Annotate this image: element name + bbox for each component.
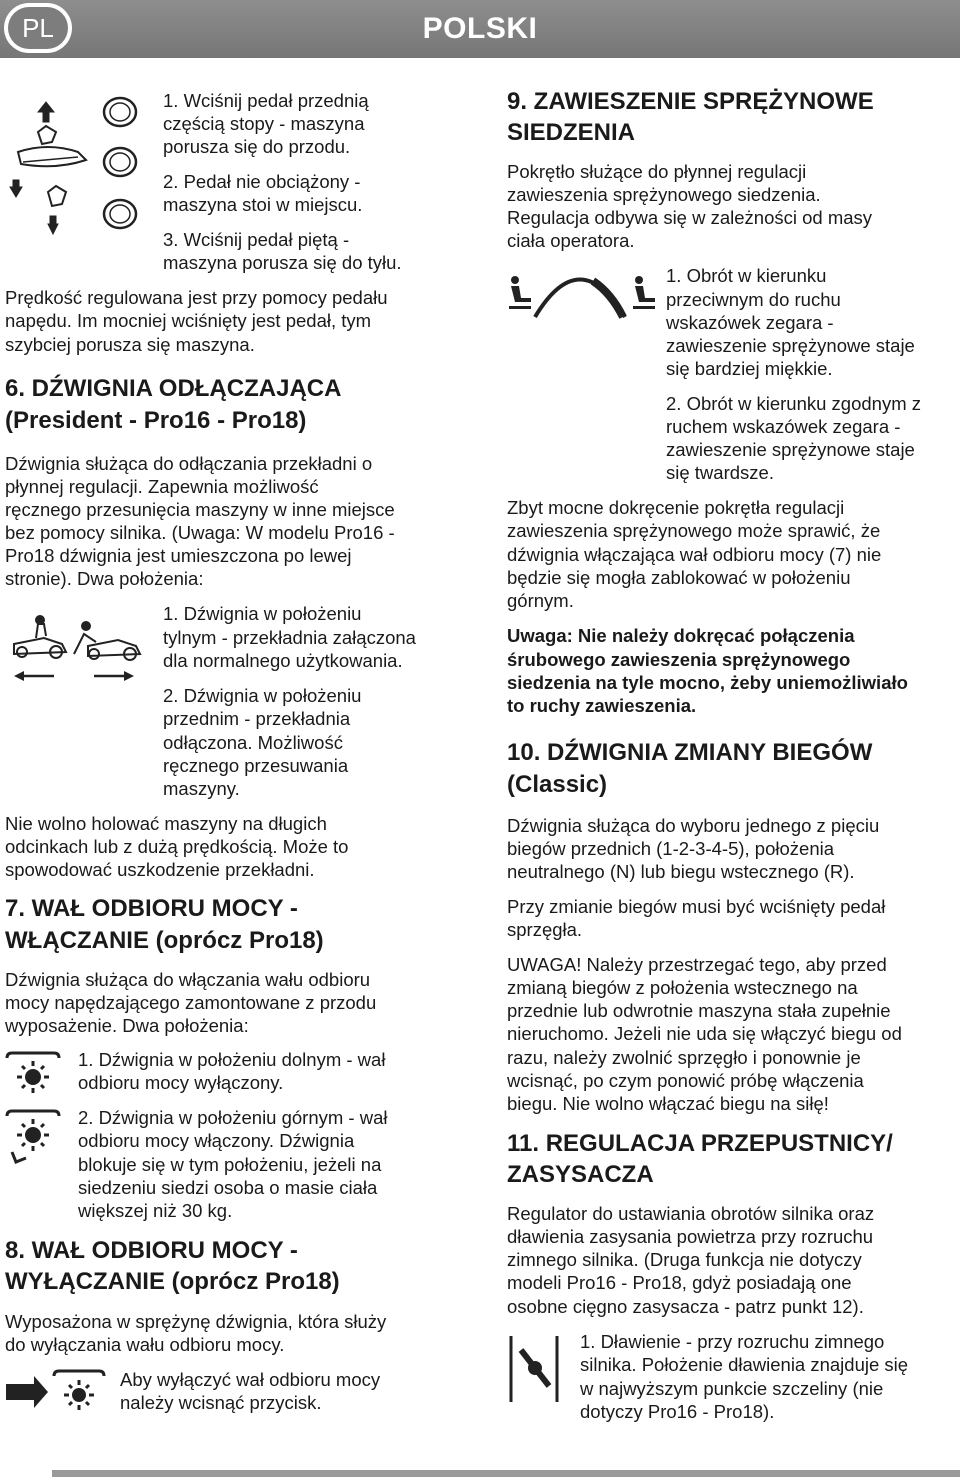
pedal-step-1b: częścią stopy - maszyna [163,113,365,134]
section-11-title-1: 11. REGULACJA PRZEPUSTNICY/ [507,1130,893,1157]
tractor-icons [8,606,153,686]
s6-para-3: ręcznego przesunięcia maszyny w inne miejsce [5,499,395,520]
speed-text-1: Prędkość regulowana jest przy pomocy pedału [5,287,388,308]
section-11-title-2: ZASYSACZA [507,1161,654,1188]
pto-press-icon-wrap [4,1368,108,1418]
s11-item-1b: silnika. Położenie dławienia znajduje się [580,1354,909,1375]
s11-item-1c: w najwyższym punkcie szczeliny (nie [580,1378,884,1399]
s8-note-1: Aby wyłączyć wał odbioru mocy [120,1369,381,1390]
s9-bold-3: siedzenia na tyle mocno, żeby uniemożliwiało [507,672,908,693]
s10-warn-6: wcisnąć, po czym ponowić próbę włączenia [507,1070,864,1091]
s9-para-1: Pokrętło służące do płynnej regulacji [507,161,807,182]
pto-off-icon [4,1050,62,1098]
s9-para-4: ciała operatora. [507,230,635,251]
s11-item-1d: dotyczy Pro16 - Pro18). [580,1401,775,1422]
s9-item-2a: 2. Obrót w kierunku zgodnym z [666,393,921,414]
s7-para-3: wyposażenie. Dwa położenia: [5,1015,249,1036]
page-header [0,0,960,58]
s10-warn-1: UWAGA! Należy przestrzegać tego, aby przed [507,954,887,975]
pedal-icons [8,92,158,242]
s9-item-1e: się bardziej miękkie. [666,358,833,379]
s8-para-1: Wyposażona w sprężynę dźwignia, która służy [5,1311,387,1332]
s11-item-1a: 1. Dławienie - przy rozruchu zimnego [580,1331,885,1352]
s6-item-2d: ręcznego przesuwania [163,755,349,776]
choke-icon-wrap [507,1330,567,1410]
tow-warning-1: Nie wolno holować maszyny na długich [5,813,327,834]
s7-item-2b: odbioru mocy włączony. Dźwignia [78,1130,355,1151]
s9-para-2: zawieszenia sprężynowego siedzenia. [507,184,821,205]
s8-note-2: należy wcisnąć przycisk. [120,1392,322,1413]
s9-warn-2: zawieszenia sprężynowego może sprawić, że [507,520,881,541]
s9-item-2c: zawieszenie sprężynowe staje [666,439,915,460]
language-title: POLSKI [422,12,538,45]
language-badge [4,3,72,53]
s10-para-5: sprzęgła. [507,919,583,940]
s11-para-2: dławienia zasysania powietrza przy rozruchu [507,1226,874,1247]
section-8-title-2: WYŁĄCZANIE (oprócz Pro18) [5,1268,340,1295]
s10-warn-3: przednie lub odwrotnie maszyna stała zupełnie [507,1000,891,1021]
seat-suspension-icon [505,262,655,322]
s9-warn-5: górnym. [507,590,574,611]
s10-warn-7: biegu. Nie wolno włączać biegu na siłę! [507,1093,829,1114]
s10-para-1: Dźwignia służąca do wyboru jednego z pięciu [507,815,880,836]
tow-warning-3: spowodować uszkodzenie przekładni. [5,859,315,880]
pto-on-icon-wrap [4,1108,62,1166]
s7-para-1: Dźwignia służąca do włączania wału odbioru [5,969,371,990]
section-7-title-2: WŁĄCZANIE (oprócz Pro18) [5,927,324,954]
s6-item-1c: dla normalnego użytkowania. [163,650,403,671]
pto-off-icon-wrap [4,1050,62,1098]
tractor-drive-push-icon [8,606,153,686]
s6-item-2c: odłączona. Możliwość [163,732,343,753]
pedal-step-2b: maszyna stoi w miejscu. [163,194,363,215]
s8-para-2: do wyłączania wału odbioru mocy. [5,1334,285,1355]
s9-warn-3: dźwignia włączająca wał odbioru mocy (7) nie [507,544,882,565]
section-8-title-1: 8. WAŁ ODBIORU MOCY - [5,1237,298,1264]
s9-item-2b: ruchem wskazówek zegara - [666,416,901,437]
pedal-step-2a: 2. Pedał nie obciążony - [163,171,361,192]
speed-text-3: szybciej porusza się maszyna. [5,334,255,355]
s11-para-4: modeli Pro16 - Pro18, gdyż posiadają one [507,1272,852,1293]
s6-para-2: płynnej regulacji. Zapewnia możliwość [5,476,319,497]
pedal-step-1a: 1. Wciśnij pedał przednią [163,90,369,111]
s9-item-1b: przeciwnym do ruchu [666,289,841,310]
s6-item-2b: przednim - przekładnia [163,708,351,729]
s6-para-5: Pro18 dźwignia jest umieszczona po lewej [5,545,352,566]
section-6-title-1: 6. DŹWIGNIA ODŁĄCZAJĄCA [5,375,342,402]
s7-para-2: mocy napędzającego zamontowane z przodu [5,992,377,1013]
pedal-step-3a: 3. Wciśnij pedał piętą - [163,229,350,250]
s9-item-2d: się twardsze. [666,462,774,483]
section-7-title-1: 7. WAŁ ODBIORU MOCY - [5,895,298,922]
s9-item-1c: wskazówek zegara - [666,312,834,333]
s9-bold-2: śrubowego zawieszenia sprężynowego [507,649,851,670]
speed-text-2: napędu. Im mocniej wciśnięty jest pedał, tym [5,310,372,331]
footer-bar [52,1470,960,1477]
s6-item-1b: tylnym - przekładnia załączona [163,627,416,648]
s6-para-1: Dźwignia służąca do odłączania przekładni o [5,453,373,474]
pto-on-icon [4,1108,62,1166]
pedal-step-1c: porusza się do przodu. [163,136,351,157]
seat-suspension-icon-wrap [505,262,655,322]
pedal-diagram-icon [8,92,158,242]
s10-para-4: Przy zmianie biegów musi być wciśnięty pedał [507,896,886,917]
s11-para-1: Regulator do ustawiania obrotów silnika oraz [507,1203,875,1224]
s7-item-2e: większej niż 30 kg. [78,1200,233,1221]
s10-warn-4: nieruchomo. Jeżeli nie uda się włączyć biegu od [507,1023,902,1044]
s6-item-2a: 2. Dźwignia w położeniu [163,685,362,706]
section-6-title-2: (President - Pro16 - Pro18) [5,407,307,434]
s11-para-3: zimnego silnika. (Druga funkcja nie dotyczy [507,1249,862,1270]
language-badge-label: PL [8,7,68,49]
pedal-step-3b: maszyna porusza się do tyłu. [163,252,402,273]
s6-para-6: stronie). Dwa położenia: [5,568,204,589]
section-9-title-1: 9. ZAWIESZENIE SPRĘŻYNOWE [507,88,874,115]
section-10-title-2: (Classic) [507,771,608,798]
s10-warn-2: zmianą biegów z położenia wstecznego na [507,977,858,998]
s6-item-1a: 1. Dźwignia w położeniu [163,603,362,624]
choke-icon [507,1330,567,1410]
s7-item-2a: 2. Dźwignia w położeniu górnym - wał [78,1107,388,1128]
tow-warning-2: odcinkach lub z dużą prędkością. Może to [5,836,349,857]
s9-item-1a: 1. Obrót w kierunku [666,265,827,286]
s11-para-5: osobne cięgno zasysacza - patrz punkt 12). [507,1296,864,1317]
s6-para-4: bez pomocy silnika. (Uwaga: W modelu Pro16 - [5,522,395,543]
s7-item-2d: siedzeniu siedzi osoba o masie ciała [78,1177,378,1198]
section-10-title-1: 10. DŹWIGNIA ZMIANY BIEGÓW [507,739,873,766]
pto-press-button-icon [4,1368,108,1418]
s10-para-2: biegów przednich (1-2-3-4-5), położenia [507,838,835,859]
s9-bold-4: to ruchy zawieszenia. [507,695,697,716]
s6-item-2e: maszyny. [163,778,240,799]
s9-bold-1: Uwaga: Nie należy dokręcać połączenia [507,625,855,646]
s7-item-1a: 1. Dźwignia w położeniu dolnym - wał [78,1049,386,1070]
s9-warn-1: Zbyt mocne dokręcenie pokrętła regulacji [507,497,845,518]
s9-item-1d: zawieszenie sprężynowe staje [666,335,915,356]
s7-item-1b: odbioru mocy wyłączony. [78,1072,284,1093]
s10-para-3: neutralnego (N) lub biegu wstecznego (R). [507,861,855,882]
s10-warn-5: razu, należy zwolnić sprzęgło i ponownie je [507,1047,861,1068]
s9-para-3: Regulacja odbywa się w zależności od masy [507,207,873,228]
s7-item-2c: blokuje się w tym położeniu, jeżeli na [78,1154,382,1175]
section-9-title-2: SIEDZENIA [507,119,636,146]
s9-warn-4: będzie się mogła zablokować w położeniu [507,567,851,588]
